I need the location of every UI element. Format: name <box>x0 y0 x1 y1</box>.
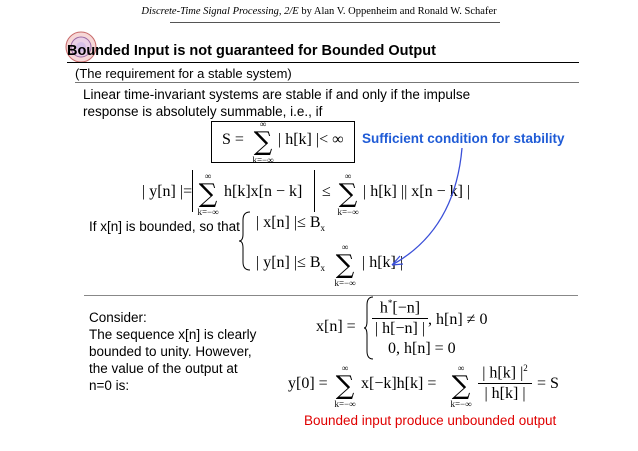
y-bound-subscript: x <box>320 263 326 274</box>
sum-upper-limit: ∞ <box>259 119 267 129</box>
book-title: Discrete-Time Signal Processing, 2/E <box>141 6 299 17</box>
sufficient-condition-label: Sufficient condition for stability <box>362 131 565 146</box>
y0-num-sup: 2 <box>523 363 528 373</box>
fraction-bar <box>372 318 428 319</box>
y0-numerator <box>478 363 532 382</box>
sequence-line-2: bounded to unity. However, <box>89 344 252 359</box>
sum-lower-limit: k=−∞ <box>197 207 219 217</box>
xdef-num-h: h <box>379 299 388 317</box>
xdef-numerator <box>372 298 428 317</box>
y-sum <box>193 171 223 217</box>
y0-denominator: | h[k] | <box>484 385 526 403</box>
y0-mid: x[−k]h[k] = <box>361 375 437 392</box>
y-bound-sum2 <box>330 242 360 288</box>
sum-upper-limit: ∞ <box>341 363 349 373</box>
sum-lower-limit: k=−∞ <box>334 278 356 288</box>
x-bound-subscript: x <box>320 223 326 234</box>
y0-fraction <box>478 363 532 403</box>
fraction-bar <box>478 383 532 384</box>
sum-lower-limit: k=−∞ <box>334 399 356 409</box>
abs-bar-right <box>314 170 315 212</box>
stab-lhs: S = <box>222 131 244 148</box>
sequence-line-4: n=0 is: <box>89 378 130 393</box>
slide-subtitle: (The requirement for a stable system) <box>75 66 292 81</box>
stab-sum <box>248 119 278 165</box>
sigma-symbol: ∑ <box>451 371 471 401</box>
slide-title: Bounded Input is not guaranteed for Bounded Output <box>67 43 436 59</box>
xdef-conj: * <box>387 298 393 308</box>
sum-upper-limit: ∞ <box>204 171 212 181</box>
y0-rhs: = S <box>537 375 559 392</box>
conclusion-text: Bounded input produce unbounded output <box>304 413 557 428</box>
sum-lower-limit: k=−∞ <box>450 399 472 409</box>
y-bound <box>256 254 325 273</box>
stab-rhs: | h[k] |< ∞ <box>278 131 344 148</box>
consider-label: Consider: <box>89 310 147 325</box>
sigma-symbol: ∑ <box>198 179 218 209</box>
y-bound-sum-rhs: | h[k] | <box>362 254 404 271</box>
sequence-line-3: the value of the output at <box>89 361 238 376</box>
y0-sum2 <box>446 363 476 409</box>
section-divider <box>84 295 578 296</box>
title-rule <box>67 62 579 63</box>
xdef-fraction <box>372 298 428 338</box>
y-inner: h[k]x[n − k] <box>224 183 303 200</box>
sigma-symbol: ∑ <box>253 127 273 157</box>
xdef-num-arg: [−n] <box>392 299 421 317</box>
sum-upper-limit: ∞ <box>457 363 465 373</box>
subtitle-rule <box>75 82 579 83</box>
sum-upper-limit: ∞ <box>341 242 349 252</box>
xdef-denominator: | h[−n] | <box>374 320 426 338</box>
xdef-cond1: , h[n] ≠ 0 <box>428 311 488 328</box>
y0-num-text: | h[k] | <box>482 364 524 382</box>
le-symbol: ≤ <box>322 183 331 200</box>
book-authors: by Alan V. Oppenheim and Ronald W. Schafer <box>301 6 497 17</box>
book-header <box>0 6 638 17</box>
y0-sum1 <box>330 363 360 409</box>
intro-line-2: response is absolutely summable, i.e., if <box>83 104 323 119</box>
bounded-if-text: If x[n] is bounded, so that <box>89 219 240 234</box>
xdef-lhs: x[n] = <box>316 318 356 335</box>
intro-line-1: Linear time-invariant systems are stable if and only if the impulse <box>83 87 471 102</box>
intro-text <box>83 86 470 120</box>
x-bound-text: | x[n] |≤ B <box>256 214 321 231</box>
sigma-symbol: ∑ <box>335 371 355 401</box>
y0-lhs: y[0] = <box>288 375 328 392</box>
sum-lower-limit: k=−∞ <box>252 155 274 165</box>
xdef-case2: 0, h[n] = 0 <box>388 340 456 357</box>
curved-arrow-icon <box>380 140 480 275</box>
sum-lower-limit: k=−∞ <box>337 207 359 217</box>
consider-text <box>89 309 256 394</box>
x-bound <box>256 214 325 233</box>
y-bound-sum <box>333 171 363 217</box>
y-abs-lhs: | y[n] |= <box>142 183 193 200</box>
header-rule <box>170 22 500 23</box>
y-bound-rhs: | h[k] || x[n − k] | <box>363 183 471 200</box>
sigma-symbol: ∑ <box>335 250 355 280</box>
sequence-line-1: The sequence x[n] is clearly <box>89 327 257 342</box>
case-brace <box>238 210 252 272</box>
y-bound-text: | y[n] |≤ B <box>256 254 321 271</box>
sigma-symbol: ∑ <box>338 179 358 209</box>
sum-upper-limit: ∞ <box>344 171 352 181</box>
